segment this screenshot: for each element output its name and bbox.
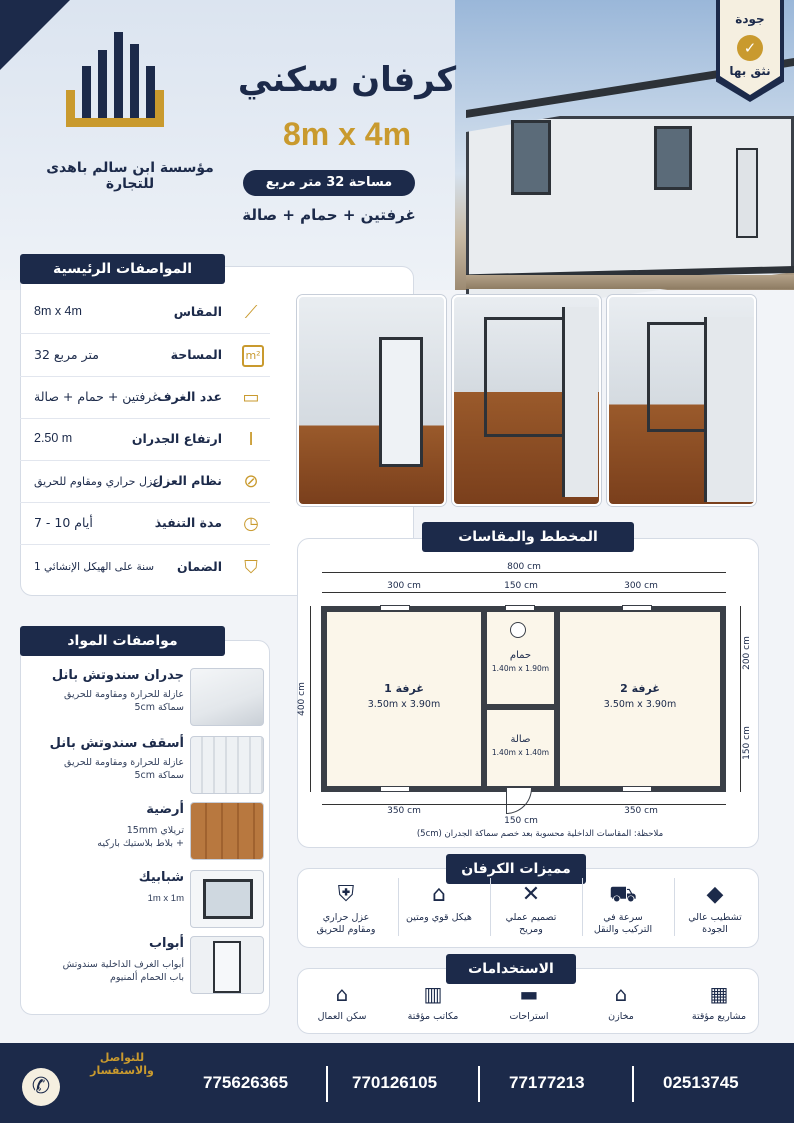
dim-top-2: 150 cm <box>504 581 538 591</box>
area-badge: مساحة 32 متر مربع <box>243 170 415 196</box>
material-item <box>20 870 264 932</box>
spec-value: 32 متر مربع <box>34 347 99 362</box>
bath-size: 1.40m x 1.90m <box>491 664 550 673</box>
phone-number[interactable]: 770126105 <box>352 1073 438 1092</box>
door-image <box>190 936 264 994</box>
dim-right-1: 200 cm <box>742 636 752 670</box>
room-2-name: غرفة 2 <box>620 682 660 695</box>
spec-value: غرفتين + حمام + صالة <box>34 389 159 404</box>
spec-row-rooms <box>20 377 270 419</box>
frame-icon: ⌂ <box>432 882 446 907</box>
material-item <box>20 668 264 730</box>
phone-number[interactable]: 02513745 <box>663 1073 739 1092</box>
roof-panel-image <box>190 736 264 794</box>
spec-value: 2.50 m <box>34 431 73 445</box>
bath-name: حمام <box>509 650 532 661</box>
check-circle-icon: ✓ <box>737 35 763 61</box>
spec-label: نظام العزل <box>152 473 222 488</box>
plan-window <box>380 786 410 792</box>
plan-window <box>622 605 652 611</box>
feature-item: ⌂ هيكل قوي ومتين <box>406 882 472 923</box>
use-item: ⌂ سكن العمال <box>317 982 367 1022</box>
material-desc: 1m x 1m <box>147 893 184 904</box>
caravan-photo <box>466 70 794 285</box>
diamond-icon: ◆ <box>706 882 724 907</box>
spec-label: مدة التنفيذ <box>154 515 222 530</box>
housing-icon: ⌂ <box>335 982 349 1006</box>
dim-left: 400 cm <box>297 682 307 716</box>
building-site-icon: ▦ <box>709 982 729 1006</box>
spec-label: المساحة <box>170 347 222 362</box>
material-item <box>20 802 264 864</box>
spec-row-size <box>20 292 270 334</box>
divider <box>398 878 399 936</box>
material-item <box>20 936 264 998</box>
dim-line-total <box>322 572 726 573</box>
specs-title: المواصفات الرئيسية <box>20 254 225 284</box>
use-item: ▬ استراحات <box>509 982 549 1022</box>
uses-title: الاستخدامات <box>446 954 576 984</box>
room-2-size: 3.50m x 3.90m <box>603 699 677 710</box>
interior-photo-1 <box>297 295 446 506</box>
dim-line-left <box>310 606 311 792</box>
interior-photo-3 <box>607 295 756 506</box>
quality-badge-top: جودة <box>735 12 765 26</box>
dim-bottom-1: 350 cm <box>387 806 421 816</box>
dim-line-right <box>740 606 741 792</box>
divider <box>632 1066 634 1102</box>
dim-right-2: 150 cm <box>742 726 752 760</box>
features-title: مميزات الكرفان <box>446 854 586 884</box>
spec-value: 7 - 10 أيام <box>34 515 93 530</box>
use-item: ⌂ مخازن <box>586 982 656 1022</box>
material-desc: عازلة للحرارة ومقاومة للحريق سماكة 5cm <box>64 689 184 713</box>
fire-shield-icon: ⛨ <box>337 882 355 907</box>
material-title: شبابيك <box>138 870 184 885</box>
office-icon: ▥ <box>423 982 443 1006</box>
spec-label: ارتفاع الجدران <box>131 431 222 446</box>
room-1-name: غرفة 1 <box>384 682 424 695</box>
dim-bottom-3: 350 cm <box>624 806 658 816</box>
spec-value: عزل حراري ومقاوم للحريق <box>34 475 160 488</box>
warehouse-icon: ⌂ <box>614 982 628 1006</box>
material-title: أسقف سندوتش بانل <box>49 736 184 751</box>
spec-row-insulation <box>20 461 270 503</box>
material-title: جدران سندوتش بانل <box>51 668 184 683</box>
tools-icon: ✕ <box>521 882 541 907</box>
use-item: ▦ مشاريع مؤقتة <box>691 982 747 1022</box>
height-icon: I <box>248 429 254 450</box>
contact-title: للتواصل والاستفسار <box>90 1051 154 1077</box>
parquet-floor-image <box>190 802 264 860</box>
feature-item: ⛟ سرعة في التركيب والنقل <box>593 882 653 935</box>
clock-icon: ◷ <box>243 513 259 534</box>
plan-note: ملاحظة: المقاسات الداخلية محسوبة بعد خصم سماكة الجدران (5cm) <box>416 829 664 839</box>
plan-window <box>380 605 410 611</box>
divider <box>478 1066 480 1102</box>
spec-label: الضمان <box>176 559 222 574</box>
divider <box>326 1066 328 1102</box>
materials-title: مواصفات المواد <box>20 626 225 656</box>
dim-top-3: 300 cm <box>624 581 658 591</box>
ruler-icon: ⟋ <box>244 302 258 323</box>
spec-label: عدد الغرف <box>157 389 222 404</box>
floor-plan-title: المخطط والمقاسات <box>422 522 634 552</box>
material-desc: أبواب الغرف الداخلية سندوتش باب الحمام ألمنيوم <box>62 959 184 983</box>
layout-subtitle: غرفتين + حمام + صالة <box>242 206 416 224</box>
feature-item: ✕ تصميم عملي ومريح <box>505 882 557 935</box>
divider <box>582 878 583 936</box>
spec-value: 1 سنة على الهيكل الإنشائي <box>34 561 155 573</box>
spec-label: المقاس <box>173 304 222 319</box>
dim-line-top <box>322 592 726 593</box>
phone-number[interactable]: 77177213 <box>509 1073 585 1092</box>
sofa-icon: ▬ <box>519 982 539 1006</box>
no-fire-icon: ⊘ <box>243 471 259 492</box>
toilet-icon <box>510 622 526 638</box>
phone-icon[interactable]: ✆ <box>22 1068 60 1106</box>
dim-total: 800 cm <box>507 562 541 572</box>
material-desc: تريلاي 15mm + بلاط بلاستيك باركيه <box>97 825 184 849</box>
spec-row-height <box>20 419 270 461</box>
square-meter-icon: m² <box>242 345 264 367</box>
hall-name: صالة <box>510 734 531 745</box>
truck-icon: ⛟ <box>609 882 637 907</box>
dim-bottom-2: 150 cm <box>504 816 538 826</box>
material-title: أرضية <box>146 802 184 817</box>
interior-photo-2 <box>452 295 601 506</box>
room-1-size: 3.50m x 3.90m <box>367 699 441 710</box>
material-title: أبواب <box>148 936 184 951</box>
phone-number[interactable]: 775626365 <box>203 1073 289 1092</box>
spec-row-area <box>20 335 270 377</box>
spec-row-duration <box>20 503 270 545</box>
dim-line-bottom <box>322 804 726 805</box>
page-title: كرفان سكني <box>237 60 457 100</box>
hall-size: 1.40m x 1.40m <box>491 748 550 757</box>
material-desc: عازلة للحرارة ومقاومة للحريق سماكة 5cm <box>64 757 184 781</box>
material-item <box>20 736 264 798</box>
dim-top-1: 300 cm <box>387 581 421 591</box>
company-name: مؤسسة ابن سالم باهدى للتجارة <box>46 160 214 192</box>
use-item: ▥ مكاتب مؤقتة <box>407 982 459 1022</box>
plan-window <box>622 786 652 792</box>
sandwich-panel-image <box>190 668 264 726</box>
shield-check-icon: ⛉ <box>244 557 258 578</box>
spec-value: 8m x 4m <box>34 304 82 318</box>
bed-icon: ▭ <box>242 387 260 408</box>
feature-item: ◆ تشطيب عالي الجودة <box>688 882 742 935</box>
divider <box>490 878 491 936</box>
quality-badge-bottom: نثق بها <box>729 64 771 78</box>
window-image <box>190 870 264 928</box>
divider <box>674 878 675 936</box>
company-logo <box>60 32 170 142</box>
spec-row-warranty <box>20 547 270 589</box>
caravan-size: 8m x 4m <box>282 116 412 152</box>
plan-window <box>505 605 535 611</box>
feature-item: ⛨ عزل حراري ومقاوم للحريق <box>316 882 376 935</box>
